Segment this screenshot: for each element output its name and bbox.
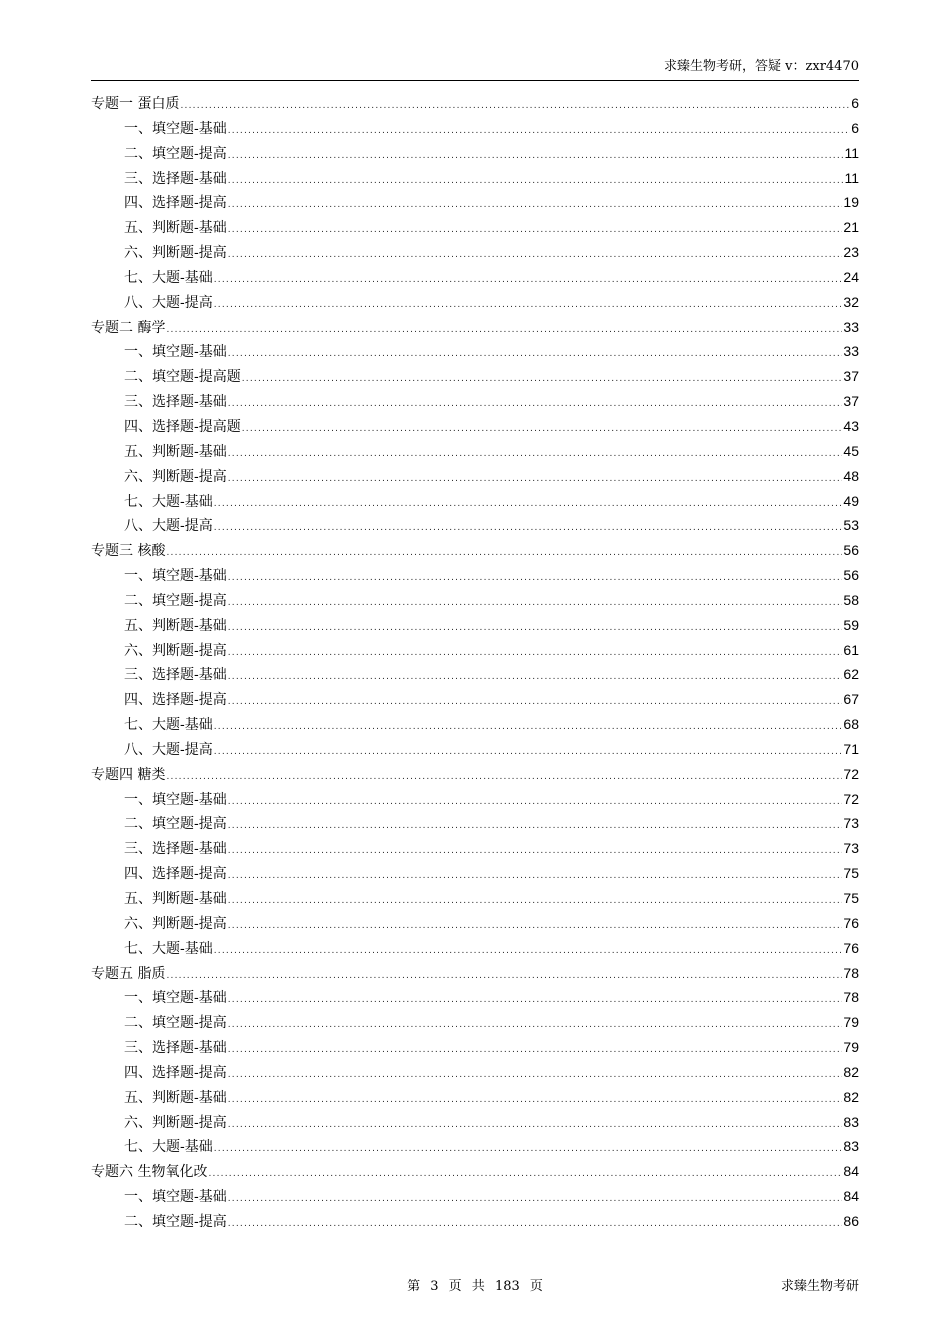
toc-dot-leader (228, 1113, 843, 1137)
toc-entry-page-number: 76 (843, 939, 859, 956)
toc-entry-page-number: 33 (843, 318, 859, 335)
toc-entry-page-number: 11 (844, 144, 859, 161)
toc-dot-leader (228, 1088, 843, 1112)
toc-entry-page-number: 71 (843, 740, 859, 757)
toc-entry-page-number: 75 (843, 890, 859, 906)
toc-entry-title: 二、填空题-提高 (124, 1213, 227, 1230)
toc-chapter-entry[interactable] (91, 961, 859, 986)
toc-entry-title: 七、大题-基础 (124, 269, 213, 286)
toc-entry-title: 三、选择题-基础 (124, 841, 227, 858)
toc-dot-leader (228, 144, 844, 168)
toc-entry-page-number: 58 (843, 591, 859, 608)
toc-section-entry[interactable] (91, 687, 859, 712)
toc-section-entry[interactable] (91, 911, 859, 936)
toc-entry-page-number: 83 (843, 1138, 859, 1155)
toc-section-entry[interactable] (91, 290, 859, 315)
toc-dot-leader (228, 616, 843, 640)
toc-section-entry[interactable] (91, 737, 859, 762)
toc-section-entry[interactable] (91, 936, 859, 961)
toc-entry-page-number: 48 (843, 467, 859, 484)
toc-dot-leader (228, 467, 843, 491)
toc-dot-leader (180, 94, 850, 118)
toc-entry-page-number: 61 (843, 641, 859, 658)
toc-entry-title: 五、判断题-基础 (124, 891, 227, 907)
toc-entry-title: 八、大题-提高 (124, 518, 213, 535)
toc-entry-page-number: 43 (843, 417, 859, 434)
toc-section-entry[interactable] (91, 836, 859, 861)
toc-entry-title: 四、选择题-提高题 (124, 418, 241, 435)
toc-entry-page-number: 86 (843, 1212, 859, 1229)
toc-dot-leader (228, 392, 843, 416)
toc-entry-title: 一、填空题-基础 (124, 1189, 227, 1206)
toc-dot-leader (214, 293, 843, 317)
toc-entry-title: 一、填空题-基础 (124, 120, 227, 137)
toc-entry-page-number: 62 (843, 666, 859, 683)
toc-entry-title: 五、判断题-基础 (124, 617, 227, 634)
toc-dot-leader (228, 790, 843, 814)
toc-section-entry[interactable] (91, 1209, 859, 1234)
toc-entry-page-number: 82 (843, 1088, 859, 1105)
toc-section-entry[interactable] (91, 141, 859, 166)
toc-dot-leader (228, 839, 843, 863)
toc-dot-leader (214, 740, 843, 764)
toc-section-entry[interactable] (91, 513, 859, 538)
toc-section-entry[interactable] (91, 240, 859, 265)
toc-entry-page-number: 24 (843, 268, 859, 285)
header-text: 求臻生物考研，答疑 v：zxr4470 (664, 59, 859, 74)
toc-entry-title: 三、选择题-基础 (124, 170, 227, 187)
toc-entry-title: 专题二 酶学 (91, 319, 166, 336)
toc-entry-title: 专题五 脂质 (91, 965, 166, 982)
toc-dot-leader (228, 914, 843, 938)
toc-dot-leader (228, 690, 843, 714)
toc-dot-leader (242, 367, 843, 391)
footer-brand: 求臻生物考研 (780, 1279, 859, 1294)
toc-entry-title: 五、判断题-基础 (124, 1089, 227, 1106)
toc-entry-title: 二、填空题-提高 (124, 816, 227, 833)
page-word: 页 (448, 1279, 462, 1294)
toc-dot-leader (228, 442, 843, 466)
toc-dot-leader (214, 516, 843, 540)
page-header (91, 58, 859, 81)
toc-dot-leader (228, 1187, 843, 1211)
toc-section-entry[interactable] (91, 811, 859, 836)
toc-entry-page-number: 21 (843, 219, 859, 236)
toc-entry-title: 七、大题-基础 (124, 940, 213, 957)
toc-entry-page-number: 78 (843, 989, 859, 1006)
toc-section-entry[interactable] (91, 1010, 859, 1035)
toc-entry-title: 专题四 糖类 (91, 766, 166, 783)
toc-entry-page-number: 19 (843, 194, 859, 211)
toc-section-entry[interactable] (91, 588, 859, 613)
toc-entry-title: 六、判断题-提高 (124, 245, 227, 262)
toc-entry-title: 六、判断题-提高 (124, 915, 227, 932)
toc-entry-page-number: 83 (843, 1113, 859, 1130)
toc-section-entry[interactable] (91, 339, 859, 364)
toc-entry-page-number: 79 (843, 1014, 859, 1031)
toc-section-entry[interactable] (91, 985, 859, 1010)
toc-entry-page-number: 33 (843, 343, 859, 360)
toc-entry-page-number: 59 (843, 616, 859, 633)
toc-section-entry[interactable] (91, 166, 859, 191)
toc-dot-leader (228, 119, 850, 143)
total-pages-number: 183 (494, 1279, 520, 1294)
toc-entry-title: 七、大题-基础 (124, 717, 213, 734)
toc-entry-page-number: 49 (843, 492, 859, 509)
toc-dot-leader (228, 988, 843, 1012)
toc-entry-page-number: 37 (843, 368, 859, 385)
toc-section-entry[interactable] (91, 265, 859, 290)
toc-section-entry[interactable] (91, 464, 859, 489)
toc-section-entry[interactable] (91, 712, 859, 737)
toc-chapter-entry[interactable] (91, 1159, 859, 1184)
toc-entry-page-number: 32 (843, 293, 859, 310)
toc-chapter-entry[interactable] (91, 91, 859, 116)
toc-dot-leader (208, 1162, 842, 1186)
toc-dot-leader (228, 641, 843, 665)
toc-section-entry[interactable] (91, 489, 859, 514)
toc-dot-leader (242, 417, 843, 441)
toc-dot-leader (228, 169, 844, 193)
toc-section-entry[interactable] (91, 1134, 859, 1159)
toc-entry-page-number: 84 (843, 1163, 859, 1180)
toc-entry-page-number: 23 (843, 244, 859, 261)
toc-dot-leader (228, 889, 843, 913)
toc-dot-leader (228, 591, 843, 615)
toc-dot-leader (228, 1063, 843, 1087)
toc-chapter-entry[interactable] (91, 538, 859, 563)
toc-entry-title: 一、填空题-基础 (124, 791, 227, 808)
toc-dot-leader (228, 342, 843, 366)
toc-dot-leader (228, 218, 843, 242)
toc-dot-leader (228, 1038, 843, 1062)
toc-dot-leader (228, 814, 843, 838)
toc-entry-title: 七、大题-基础 (124, 493, 213, 510)
toc-chapter-entry[interactable] (91, 315, 859, 340)
toc-entry-title: 二、填空题-提高 (124, 592, 227, 609)
toc-entry-page-number: 84 (843, 1188, 859, 1205)
toc-entry-title: 六、判断题-提高 (124, 1114, 227, 1131)
toc-entry-page-number: 6 (851, 95, 859, 111)
toc-entry-title: 三、选择题-基础 (124, 667, 227, 684)
toc-entry-title: 五、判断题-基础 (124, 443, 227, 460)
toc-section-entry[interactable] (91, 215, 859, 240)
toc-entry-title: 专题六 生物氧化改 (91, 1164, 208, 1181)
toc-entry-page-number: 72 (843, 790, 859, 807)
toc-entry-page-number: 11 (844, 169, 859, 186)
toc-section-entry[interactable] (91, 662, 859, 687)
toc-entry-page-number: 75 (843, 865, 859, 882)
page-prefix: 第 (407, 1279, 421, 1294)
toc-section-entry[interactable] (91, 1085, 859, 1110)
toc-section-entry[interactable] (91, 787, 859, 812)
toc-dot-leader (214, 1137, 843, 1161)
toc-section-entry[interactable] (91, 389, 859, 414)
toc-entry-title: 二、填空题-提高 (124, 145, 227, 162)
toc-entry-title: 四、选择题-提高 (124, 692, 227, 709)
toc-dot-leader (214, 939, 843, 963)
toc-dot-leader (228, 243, 843, 267)
toc-entry-page-number: 78 (843, 964, 859, 981)
toc-section-entry[interactable] (91, 886, 859, 911)
toc-dot-leader (166, 318, 842, 342)
toc-entry-title: 专题一 蛋白质 (91, 96, 180, 112)
toc-entry-title: 七、大题-基础 (124, 1139, 213, 1156)
toc-section-entry[interactable] (91, 563, 859, 588)
toc-entry-page-number: 76 (843, 914, 859, 931)
toc-dot-leader (228, 864, 843, 888)
toc-dot-leader (228, 566, 843, 590)
toc-section-entry[interactable] (91, 116, 859, 141)
current-page-number: 3 (430, 1279, 439, 1294)
toc-entry-page-number: 56 (843, 542, 859, 559)
toc-entry-page-number: 73 (843, 840, 859, 857)
toc-entry-title: 一、填空题-基础 (124, 568, 227, 585)
toc-entry-title: 三、选择题-基础 (124, 394, 227, 411)
toc-entry-title: 一、填空题-基础 (124, 344, 227, 361)
toc-dot-leader (214, 268, 843, 292)
toc-entry-page-number: 53 (843, 517, 859, 534)
toc-dot-leader (214, 492, 843, 516)
toc-entry-title: 五、判断题-基础 (124, 220, 227, 237)
toc-entry-page-number: 82 (843, 1063, 859, 1080)
toc-entry-title: 八、大题-提高 (124, 741, 213, 758)
toc-entry-title: 二、填空题-提高 (124, 1015, 227, 1032)
toc-section-entry[interactable] (91, 190, 859, 215)
toc-section-entry[interactable] (91, 414, 859, 439)
toc-dot-leader (166, 765, 842, 789)
toc-entry-page-number: 67 (843, 691, 859, 708)
toc-section-entry[interactable] (91, 1035, 859, 1060)
toc-dot-leader (166, 541, 842, 565)
toc-dot-leader (228, 193, 843, 217)
toc-dot-leader (166, 964, 842, 988)
toc-entry-title: 二、填空题-提高题 (124, 369, 241, 386)
page-suffix: 页 (529, 1279, 543, 1294)
toc-entry-title: 四、选择题-提高 (124, 195, 227, 212)
toc-entry-title: 四、选择题-提高 (124, 1064, 227, 1081)
toc-chapter-entry[interactable] (91, 762, 859, 787)
toc-entry-page-number: 73 (843, 815, 859, 832)
toc-section-entry[interactable] (91, 364, 859, 389)
toc-entry-title: 六、判断题-提高 (124, 468, 227, 485)
toc-dot-leader (228, 665, 843, 689)
toc-entry-page-number: 37 (843, 393, 859, 410)
toc-entry-title: 专题三 核酸 (91, 543, 166, 560)
toc-entry-title: 一、填空题-基础 (124, 990, 227, 1007)
toc-section-entry[interactable] (91, 638, 859, 663)
toc-entry-title: 三、选择题-基础 (124, 1040, 227, 1057)
toc-entry-page-number: 6 (851, 119, 859, 136)
toc-section-entry[interactable] (91, 613, 859, 638)
toc-entry-title: 六、判断题-提高 (124, 642, 227, 659)
toc-entry-title: 四、选择题-提高 (124, 866, 227, 883)
toc-entry-page-number: 79 (843, 1039, 859, 1056)
toc-section-entry[interactable] (91, 861, 859, 886)
toc-section-entry[interactable] (91, 439, 859, 464)
toc-entry-page-number: 45 (843, 442, 859, 459)
toc-dot-leader (228, 1013, 843, 1037)
total-word: 共 (471, 1279, 485, 1294)
toc-section-entry[interactable] (91, 1060, 859, 1085)
toc-entry-title: 八、大题-提高 (124, 294, 213, 311)
toc-section-entry[interactable] (91, 1184, 859, 1209)
toc-entry-page-number: 56 (843, 567, 859, 584)
table-of-contents (91, 91, 859, 1234)
toc-entry-page-number: 72 (843, 765, 859, 782)
toc-dot-leader (214, 715, 843, 739)
toc-dot-leader (228, 1212, 843, 1236)
toc-section-entry[interactable] (91, 1110, 859, 1135)
toc-entry-page-number: 68 (843, 716, 859, 733)
